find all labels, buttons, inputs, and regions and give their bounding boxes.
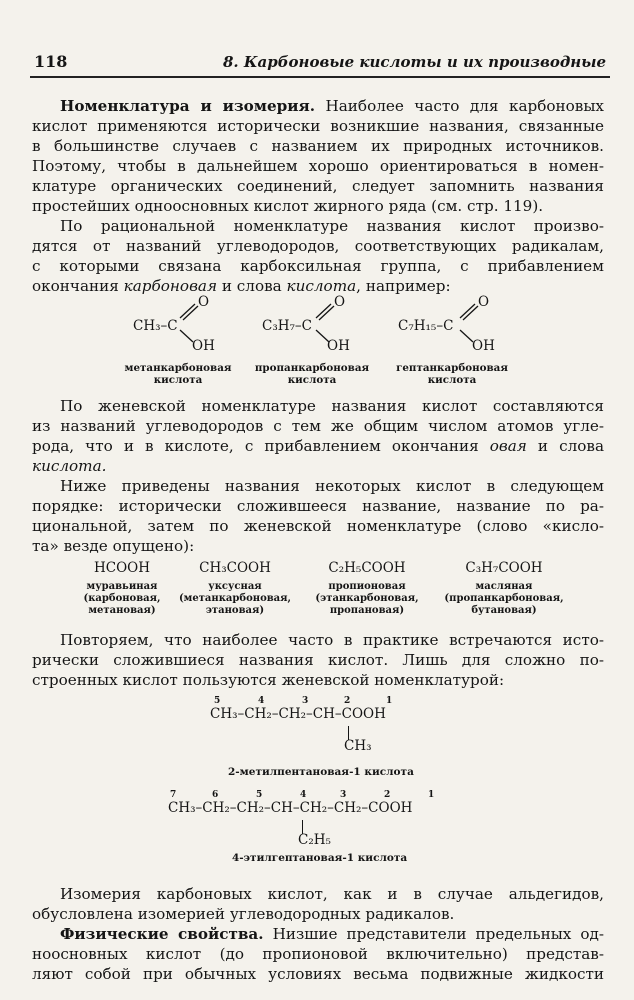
- structure-branch: CH₃: [344, 738, 372, 754]
- acid-historical-name: масляная: [475, 581, 533, 592]
- text-line: в большинстве случаев с названием их природных источников.: [32, 137, 604, 155]
- text-line: клатуре органических соединений, следует запомнить названия: [32, 177, 604, 195]
- acid-rational-name: (этанкарбоновая,: [315, 593, 419, 604]
- acid-formula: CH₃COOH: [199, 560, 271, 576]
- rational-caption-1: [118, 362, 238, 386]
- acid-item: [62, 560, 182, 617]
- acid-historical-name: муравьиная: [86, 581, 158, 592]
- caption-line: кислота: [427, 374, 477, 386]
- text-line: та» везде опущено):: [32, 537, 195, 555]
- text-span: и слова: [526, 437, 604, 455]
- caption-line: метанкарбоновая: [124, 362, 232, 374]
- caption-line: гептанкарбоновая: [396, 362, 508, 374]
- acid-geneva-name: пропановая): [329, 605, 405, 616]
- text-span-italic: овая: [489, 437, 527, 455]
- carbon-number: 5: [256, 790, 263, 800]
- acid-names: [302, 581, 432, 617]
- text-line: [32, 436, 604, 456]
- formula-hydroxyl: OH: [327, 338, 350, 354]
- carbon-number: 6: [212, 790, 219, 800]
- header-rule: [30, 76, 610, 78]
- text-line: [32, 96, 604, 116]
- structure-branch: C₂H₅: [298, 832, 331, 848]
- acid-item: [436, 560, 572, 617]
- formula-hydroxyl: OH: [192, 338, 215, 354]
- text-span: окончания: [32, 277, 124, 295]
- paragraph-repeat: [32, 630, 604, 690]
- formula-oxygen: O: [334, 294, 346, 310]
- text-line: кислот применяются исторически возникшие названия, связанные: [32, 117, 604, 135]
- acid-historical-name: пропионовая: [328, 581, 406, 592]
- structure-propanecarboxylic: [262, 294, 350, 354]
- section-heading: Физические свойства.: [60, 925, 264, 943]
- text-span: Наиболее часто для карбоновых: [315, 97, 605, 115]
- formula-hydroxyl: OH: [472, 338, 495, 354]
- text-span-italic: кислота: [286, 277, 357, 295]
- text-span: рода, что и в кислоте, с прибавлением окончания: [32, 437, 490, 455]
- rational-caption-2: [250, 362, 374, 386]
- paragraph-geneva: [32, 396, 604, 476]
- acid-formula: HCOOH: [93, 560, 150, 576]
- text-line: с которыми связана карбоксильная группа, с прибавлением: [32, 257, 604, 275]
- formula-oxygen: O: [198, 294, 210, 310]
- paragraph-physical: [32, 924, 604, 984]
- text-line: По женевской номенклатуре названия кислот составляются: [60, 397, 604, 415]
- text-line: ноосновных кислот (до пропионовой включительно) представ-: [32, 945, 604, 963]
- text-line: Ниже приведены названия некоторых кислот в следующем: [60, 477, 604, 495]
- text-line: обусловлена изомерией углеводородных радикалов.: [32, 905, 455, 923]
- acid-rational-name: (карбоновая,: [83, 593, 161, 604]
- carbon-number: 4: [258, 696, 265, 706]
- paragraph-isomerism: [32, 884, 604, 924]
- page-number: 118: [34, 52, 68, 71]
- structure1-name: 2-метилпентановая-1 кислота: [228, 766, 414, 778]
- acid-geneva-name: бутановая): [471, 605, 537, 616]
- caption-line: кислота: [287, 374, 337, 386]
- acids-list: [62, 560, 582, 630]
- acid-item: [302, 560, 432, 617]
- structure-heptanecarboxylic: [398, 294, 495, 354]
- structure-methanecarboxylic: [133, 294, 215, 354]
- acid-historical-name: уксусная: [208, 581, 262, 592]
- carbon-number: 3: [302, 696, 309, 706]
- caption-line: пропанкарбоновая: [254, 362, 370, 374]
- carbon-number: 7: [170, 790, 177, 800]
- text-line: ляют собой при обычных условиях весьма подвижные жидкости: [32, 965, 604, 983]
- text-line: кислота.: [32, 457, 107, 475]
- acid-rational-name: (пропанкарбоновая,: [444, 593, 564, 604]
- text-span: , например:: [356, 277, 451, 295]
- text-span-italic: карбоновая: [123, 277, 218, 295]
- text-line: Изомерия карбоновых кислот, как и в случае альдегидов,: [60, 885, 604, 903]
- structure-chain: CH₃–CH₂–CH₂–CH–COOH: [210, 706, 386, 722]
- caption-line: кислота: [153, 374, 203, 386]
- structure-chain: CH₃–CH₂–CH₂–CH–CH₂–CH₂–COOH: [168, 800, 413, 816]
- text-line: циональной, затем по женевской номенклатуре (слово «кисло-: [32, 517, 604, 535]
- text-line: [32, 924, 604, 944]
- acid-names: [436, 581, 572, 617]
- text-line: Поэтому, чтобы в дальнейшем хорошо ориентироваться в номен-: [32, 157, 604, 175]
- carbon-number: 2: [384, 790, 391, 800]
- text-line: простейших одноосновных кислот жирного ряда (см. стр. 119).: [32, 197, 544, 215]
- formula-left: CH₃–C: [133, 318, 178, 334]
- text-line: По рациональной номенклатуре названия кислот произво-: [60, 217, 604, 235]
- rational-caption-3: [390, 362, 514, 386]
- text-span: и слова: [217, 277, 287, 295]
- text-line: Повторяем, что наиболее часто в практике встречаются исто-: [60, 631, 604, 649]
- carbon-number: 3: [340, 790, 347, 800]
- text-line: дятся от названий углеводородов, соответствующих радикалам,: [32, 237, 604, 255]
- carbon-number: 5: [214, 696, 221, 706]
- formula-left: C₇H₁₅–C: [398, 318, 454, 334]
- carbon-number: 4: [300, 790, 307, 800]
- acid-rational-name: (метанкарбоновая,: [178, 593, 292, 604]
- text-line: строенных кислот пользуются женевской номенклатурой:: [32, 671, 505, 689]
- text-line: рически сложившиеся названия кислот. Лишь для сложно по-: [32, 651, 604, 669]
- text-span: Низшие представители предельных од-: [263, 925, 605, 943]
- acid-item: [170, 560, 300, 617]
- formula-left: C₃H₇–C: [262, 318, 313, 334]
- paragraph-nomenclature: [32, 96, 604, 216]
- acid-names: [170, 581, 300, 617]
- carbon-number: 2: [344, 696, 351, 706]
- acid-formula: C₃H₇COOH: [465, 560, 543, 576]
- carbon-number: 1: [386, 696, 393, 706]
- structure2-name: 4-этилгептановая-1 кислота: [232, 852, 408, 864]
- paragraph-rational: [32, 216, 604, 296]
- acid-geneva-name: этановая): [205, 605, 265, 616]
- acid-formula: C₂H₅COOH: [328, 560, 406, 576]
- formula-oxygen: O: [478, 294, 490, 310]
- acid-names: [62, 581, 182, 617]
- text-line: порядке: исторически сложившееся название, название по ра-: [32, 497, 604, 515]
- acid-geneva-name: метановая): [88, 605, 156, 616]
- section-heading: Номенклатура и изомерия.: [60, 97, 316, 115]
- paragraph-order: [32, 476, 604, 556]
- carbon-number: 1: [428, 790, 435, 800]
- text-line: из названий углеводородов с тем же общим числом атомов угле-: [32, 417, 604, 435]
- running-title: 8. Карбоновые кислоты и их производные: [222, 53, 606, 71]
